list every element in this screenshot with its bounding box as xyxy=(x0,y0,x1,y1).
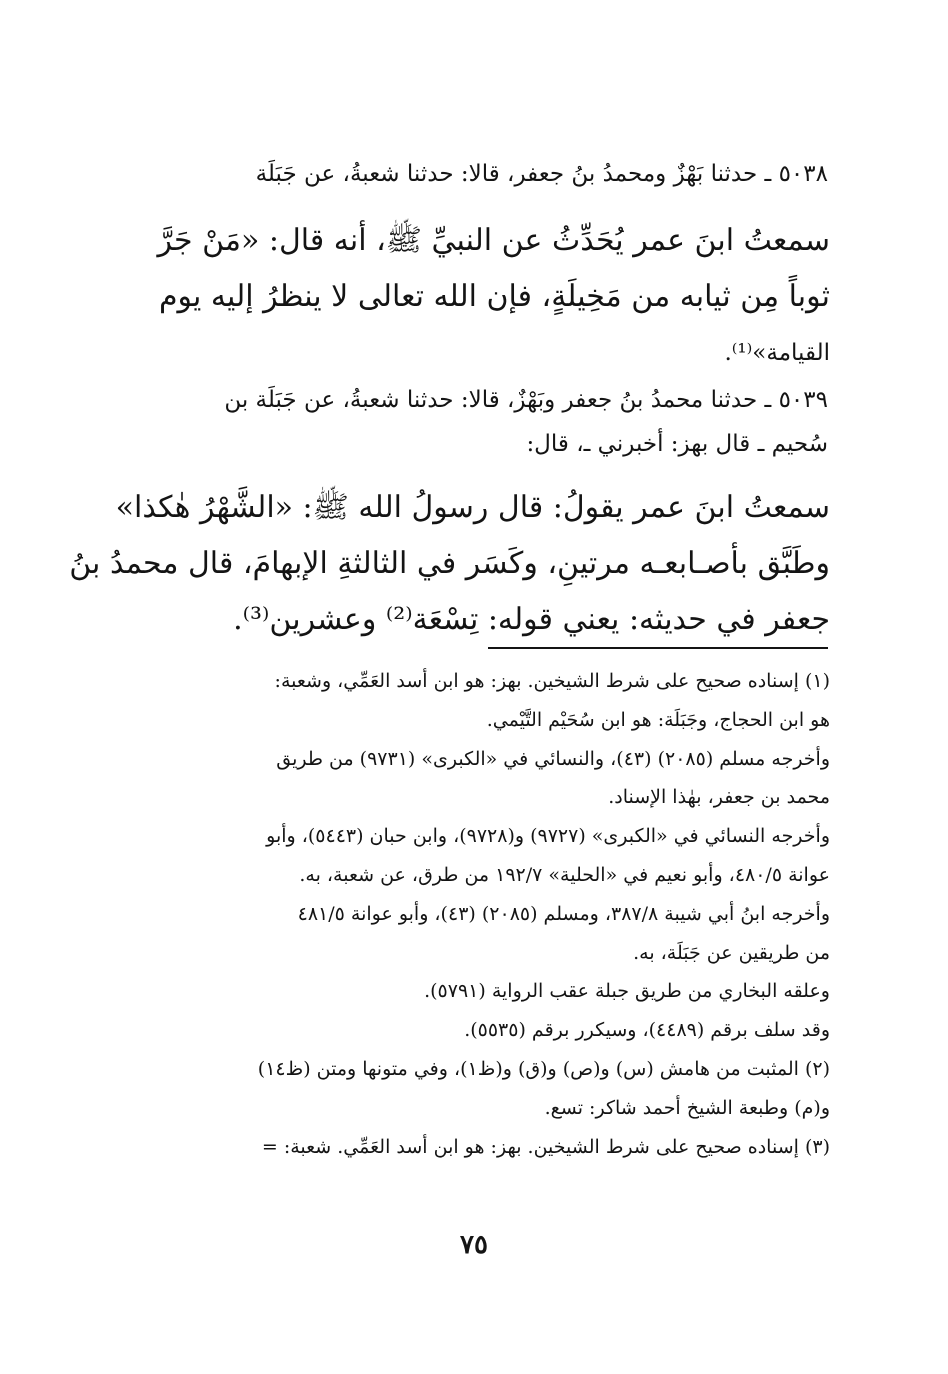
footnote-line: هو ابن الحجاج، وجَبَلَة: هو ابن سُحَيْم التَّيْمي. xyxy=(486,708,830,731)
hadith-5038-isnad xyxy=(200,158,828,190)
footnotes xyxy=(140,662,830,1166)
footnote-line: وعلقه البخاري من طريق جبلة عقب الرواية (٥٧٩١). xyxy=(424,980,830,1003)
footnote-line: وأخرجه النسائي في «الكبرى» (٩٧٢٧) و(٩٧٢٨)، وابن حبان (٥٤٤٣)، وأبو xyxy=(266,825,830,848)
footnote-line: (٢) المثبت من هامش (س) و(ص) و(ق) و(ظ١)، وفي متونها ومتن (ظ١٤) xyxy=(257,1057,830,1080)
footnote-line: وأخرجه ابنُ أبي شيبة ٣٨٧/٨، ومسلم (٢٠٨٥) (٤٣)، وأبو عوانة ٤٨١/٥ xyxy=(297,902,830,925)
matn-line: القيامة»⁽¹⁾. xyxy=(724,340,830,366)
matn-line: سمعتُ ابنَ عمر يُحَدِّثُ عن النبيِّ ﷺ، أنه قال: «مَنْ جَرَّ xyxy=(157,223,830,258)
footnote-line: محمد بن جعفر، بهٰذا الإسناد. xyxy=(608,786,830,809)
isnad-line: ٥٠٣٨ ـ حدثنا بَهْزٌ ومحمدُ بنُ جعفر، قالا: حدثنا شعبةُ، عن جَبَلَة xyxy=(255,161,828,187)
footnote-line: وأخرجه مسلم (٢٠٨٥) (٤٣)، والنسائي في «الكبرى» (٩٧٣١) من طريق xyxy=(276,747,830,770)
footnote-line: عوانة ٤٨٠/٥، وأبو نعيم في «الحلية» ١٩٢/٧ من طرق، عن شعبة، به. xyxy=(299,863,830,886)
hadith-5039-matn xyxy=(69,480,830,648)
matn-line: ثوباً مِن ثيابه من مَخِيلَةٍ، فإن الله تعالى لا ينظرُ إليه يوم xyxy=(158,279,830,314)
matn-line: جعفر في حديثه: يعني قوله: تِسْعَة⁽²⁾ وعشرين⁽³⁾. xyxy=(233,602,830,637)
isnad-line: سُحيم ـ قال بهز: أخبرني ـ، قال: xyxy=(526,431,828,457)
hadith-5038-matn xyxy=(140,213,830,381)
matn-line: سمعتُ ابنَ عمر يقولُ: قال رسولُ الله ﷺ: «الشَّهْرُ هٰكذا» xyxy=(115,490,830,525)
footnote-line: وقد سلف برقم (٤٤٨٩)، وسيكرر برقم (٥٥٣٥). xyxy=(464,1019,830,1042)
footnote-line: (١) إسناده صحيح على شرط الشيخين. بهز: هو ابن أسد العَمِّي، وشعبة: xyxy=(274,670,830,692)
footnote-line: من طريقين عن جَبَلَة، به. xyxy=(633,941,830,964)
matn-line: وطَبَّق بأصـابعـه مرتينِ، وكَسَر في الثالثةِ الإبهامَ، قال محمدُ بنُ xyxy=(69,546,830,581)
footnote-separator xyxy=(488,647,828,649)
isnad-line: ٥٠٣٩ ـ حدثنا محمدُ بنُ جعفر وبَهْزٌ، قالا: حدثنا شعبةُ، عن جَبَلَة بن xyxy=(224,387,828,413)
hadith-5039-isnad xyxy=(140,378,828,466)
footnote-line: (٣) إسناده صحيح على شرط الشيخين. بهز: هو ابن أسد العَمِّي. شعبة: = xyxy=(261,1135,830,1158)
page-number: ٧٥ xyxy=(460,1230,488,1260)
footnote-line: و(م) وطبعة الشيخ أحمد شاكر: تسع. xyxy=(544,1096,830,1119)
